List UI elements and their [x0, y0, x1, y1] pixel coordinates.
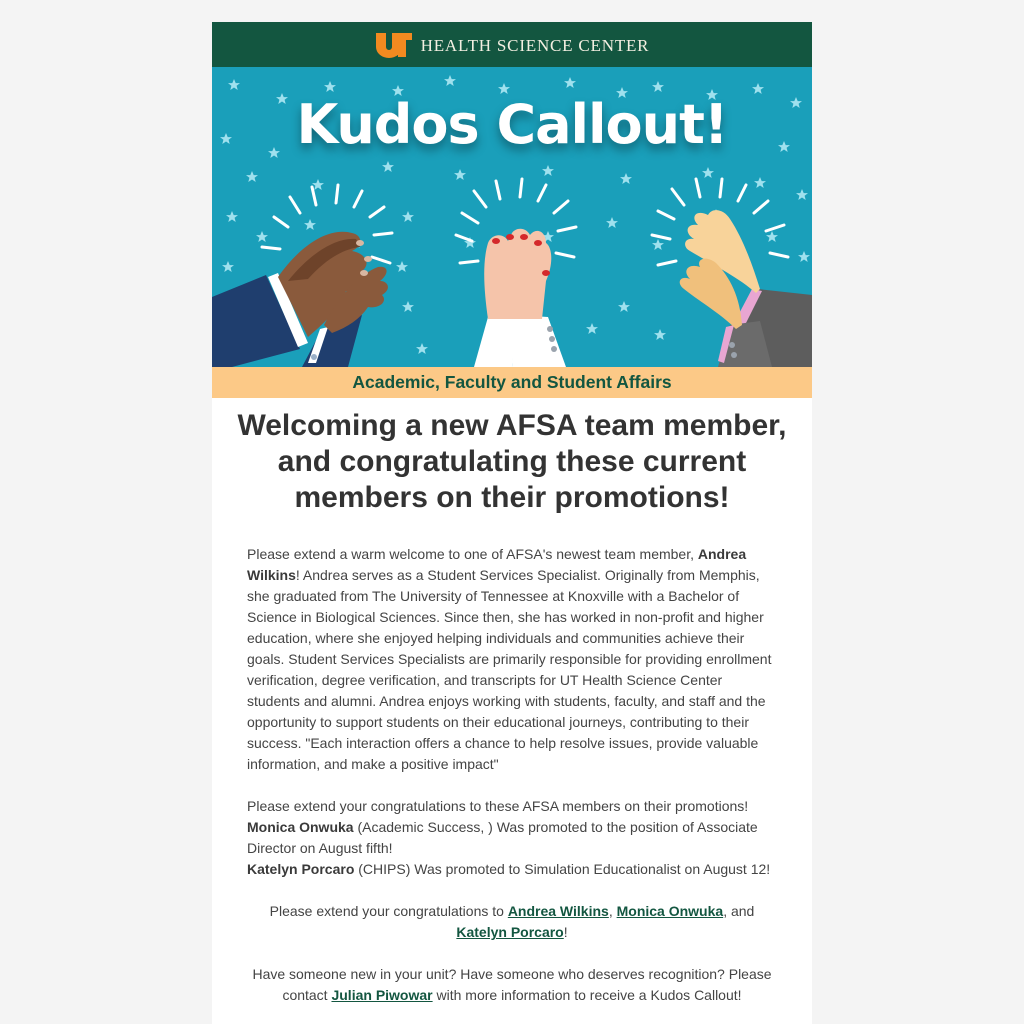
brand-text: HEALTH SCIENCE CENTER [420, 36, 650, 55]
promotions-intro: Please extend your congratulations to these AFSA members on their promotions! [247, 798, 749, 814]
headline: Welcoming a new AFSA team member, and congratulating these current members on their promotions! [237, 409, 787, 514]
middle-clapping-hands [474, 229, 566, 367]
katelyn-porcaro-link[interactable]: Katelyn Porcaro [456, 924, 564, 940]
julian-piwowar-link[interactable]: Julian Piwowar [331, 987, 433, 1003]
separator: , and [723, 903, 755, 919]
header-bar [212, 22, 812, 67]
ut-logo-icon [375, 32, 413, 58]
separator: ! [563, 924, 568, 940]
email-container [212, 22, 812, 1024]
promotion-text: (Academic Success, ) Was promoted to the position of Associate Director on August fifth! [247, 819, 758, 856]
welcome-text: ! Andrea serves as a Student Services Specialist. Originally from Memphis, she graduated from The University of Tennessee at Knoxville with a Bachelor of Science in Biological Sciences. Since then, she has worked in non-profit and higher education, where she enjoyed helping individuals and communities achieve their goals. Student Services Specialists are primarily responsible for providing enrollment verification, degree verification, and transcripts for UT Health Science Center students and alumni. Andrea enjoys working with students, faculty, and staff and the opportunity to support students on their educational journeys, contributing to their success. "Each interaction offers a chance to help resolve issues, provide valuable information, and make a positive impact" [247, 567, 772, 772]
promotion-text: (CHIPS) Was promoted to Simulation Educationalist on August 12! [354, 861, 771, 877]
contact-suffix: with more information to receive a Kudos Callout! [432, 987, 742, 1003]
right-clapping-hands [680, 210, 812, 367]
congrats-paragraph [247, 901, 777, 943]
promotion-item [247, 859, 777, 880]
congrats-prefix: Please extend your congratulations to [269, 903, 508, 919]
email-body [212, 544, 812, 1006]
contact-prefix: Have someone new in your unit? Have someone who deserves recognition? Please contact [252, 966, 772, 1003]
welcome-name: Andrea Wilkins [247, 546, 747, 583]
separator: , [608, 903, 617, 919]
monica-onwuka-link[interactable]: Monica Onwuka [616, 903, 724, 919]
contact-paragraph [247, 964, 777, 1006]
welcome-paragraph [247, 544, 777, 775]
welcome-intro: Please extend a warm welcome to one of AFSA's newest team member, [247, 546, 698, 562]
banner-title: Kudos Callout! [296, 93, 728, 156]
andrea-wilkins-link[interactable]: Andrea Wilkins [507, 903, 609, 919]
unit-bar: Academic, Faculty and Student Affairs [212, 367, 812, 398]
promotion-name: Monica Onwuka [247, 819, 354, 835]
promotion-name: Katelyn Porcaro [247, 861, 355, 877]
kudos-banner [212, 67, 812, 367]
promotion-item [247, 817, 777, 859]
left-clapping-hands [212, 232, 388, 367]
